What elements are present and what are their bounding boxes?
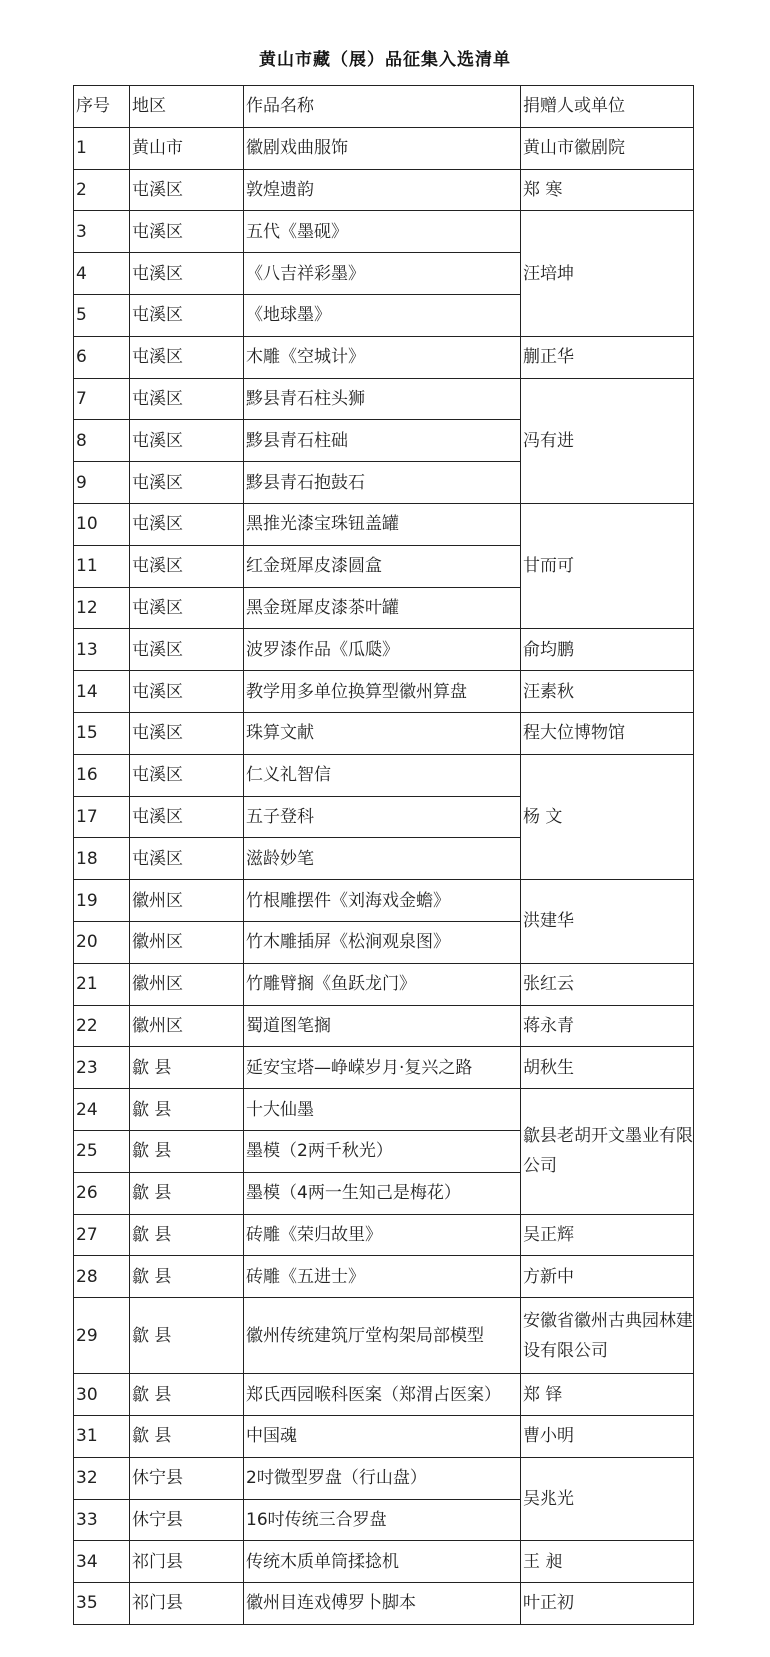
table-body — [74, 127, 694, 1624]
row-region: 屯溪区 — [130, 420, 244, 462]
row-donor: 方新中 — [521, 1256, 694, 1298]
row-region: 黄山市 — [130, 127, 244, 169]
row-donor: 蒯正华 — [521, 336, 694, 378]
row-region: 屯溪区 — [130, 378, 244, 420]
row-region: 屯溪区 — [130, 336, 244, 378]
row-number: 14 — [74, 671, 130, 713]
row-number: 29 — [74, 1298, 130, 1374]
table-row — [74, 127, 694, 169]
row-region: 屯溪区 — [130, 587, 244, 629]
row-number: 28 — [74, 1256, 130, 1298]
row-region: 屯溪区 — [130, 545, 244, 587]
table-row — [74, 503, 694, 545]
row-region: 歙 县 — [130, 1374, 244, 1416]
row-donor: 吴正辉 — [521, 1214, 694, 1256]
row-number: 4 — [74, 253, 130, 295]
row-number: 5 — [74, 294, 130, 336]
row-number: 23 — [74, 1047, 130, 1089]
row-number: 13 — [74, 629, 130, 671]
table-row — [74, 336, 694, 378]
table-row — [74, 1374, 694, 1416]
row-item-name: 砖雕《荣归故里》 — [244, 1214, 521, 1256]
row-donor: 叶正初 — [521, 1583, 694, 1625]
row-number: 2 — [74, 169, 130, 211]
row-number: 1 — [74, 127, 130, 169]
table-row — [74, 754, 694, 796]
row-region: 歙 县 — [130, 1047, 244, 1089]
row-region: 屯溪区 — [130, 838, 244, 880]
row-item-name: 墨模（4两一生知己是梅花） — [244, 1172, 521, 1214]
row-item-name: 徽州传统建筑厅堂构架局部模型 — [244, 1298, 521, 1374]
row-donor: 安徽省徽州古典园林建设有限公司 — [521, 1298, 694, 1374]
row-number: 24 — [74, 1089, 130, 1131]
row-item-name: 传统木质单筒揉捻机 — [244, 1541, 521, 1583]
row-donor: 吴兆光 — [521, 1457, 694, 1541]
row-item-name: 十大仙墨 — [244, 1089, 521, 1131]
row-number: 32 — [74, 1457, 130, 1499]
row-number: 11 — [74, 545, 130, 587]
row-item-name: 波罗漆作品《瓜瓞》 — [244, 629, 521, 671]
row-item-name: 黟县青石柱头狮 — [244, 378, 521, 420]
row-item-name: 红金斑犀皮漆圆盒 — [244, 545, 521, 587]
row-item-name: 延安宝塔—峥嵘岁月·复兴之路 — [244, 1047, 521, 1089]
row-number: 7 — [74, 378, 130, 420]
header-region: 地区 — [130, 86, 244, 128]
row-number: 17 — [74, 796, 130, 838]
row-item-name: 墨模（2两千秋光） — [244, 1130, 521, 1172]
row-region: 屯溪区 — [130, 462, 244, 504]
table-row — [74, 1214, 694, 1256]
table-header-row — [74, 86, 694, 128]
row-number: 27 — [74, 1214, 130, 1256]
row-region: 徽州区 — [130, 1005, 244, 1047]
row-item-name: 木雕《空城计》 — [244, 336, 521, 378]
row-item-name: 徽州目连戏傅罗卜脚本 — [244, 1583, 521, 1625]
row-donor: 黄山市徽剧院 — [521, 127, 694, 169]
row-item-name: 黟县青石抱鼓石 — [244, 462, 521, 504]
row-item-name: 滋龄妙笔 — [244, 838, 521, 880]
row-region: 屯溪区 — [130, 211, 244, 253]
row-item-name: 16吋传统三合罗盘 — [244, 1499, 521, 1541]
row-region: 祁门县 — [130, 1541, 244, 1583]
row-item-name: 中国魂 — [244, 1415, 521, 1457]
row-region: 屯溪区 — [130, 629, 244, 671]
table-row — [74, 1583, 694, 1625]
table-row — [74, 880, 694, 922]
row-donor: 程大位博物馆 — [521, 712, 694, 754]
table-row — [74, 1089, 694, 1131]
table-row — [74, 1298, 694, 1374]
row-number: 21 — [74, 963, 130, 1005]
row-donor: 洪建华 — [521, 880, 694, 964]
page-title: 黄山市藏（展）品征集入选清单 — [259, 50, 511, 70]
row-number: 31 — [74, 1415, 130, 1457]
row-number: 3 — [74, 211, 130, 253]
row-number: 16 — [74, 754, 130, 796]
row-region: 歙 县 — [130, 1214, 244, 1256]
row-region: 歙 县 — [130, 1130, 244, 1172]
row-number: 10 — [74, 503, 130, 545]
header-item: 作品名称 — [244, 86, 521, 128]
row-item-name: 珠算文献 — [244, 712, 521, 754]
table-row — [74, 1541, 694, 1583]
row-region: 屯溪区 — [130, 503, 244, 545]
row-region: 徽州区 — [130, 963, 244, 1005]
selection-list-table — [73, 85, 694, 1625]
table-row — [74, 1005, 694, 1047]
row-item-name: 蜀道图笔搁 — [244, 1005, 521, 1047]
row-donor: 曹小明 — [521, 1415, 694, 1457]
row-region: 屯溪区 — [130, 294, 244, 336]
row-donor: 冯有进 — [521, 378, 694, 503]
row-number: 15 — [74, 712, 130, 754]
row-item-name: 竹根雕摆件《刘海戏金蟾》 — [244, 880, 521, 922]
table-row — [74, 1415, 694, 1457]
row-item-name: 砖雕《五进士》 — [244, 1256, 521, 1298]
row-region: 屯溪区 — [130, 712, 244, 754]
row-number: 34 — [74, 1541, 130, 1583]
row-region: 休宁县 — [130, 1457, 244, 1499]
row-region: 屯溪区 — [130, 796, 244, 838]
row-region: 歙 县 — [130, 1089, 244, 1131]
row-item-name: 《八吉祥彩墨》 — [244, 253, 521, 295]
row-number: 19 — [74, 880, 130, 922]
row-donor: 杨 文 — [521, 754, 694, 879]
row-donor: 郑 铎 — [521, 1374, 694, 1416]
table-row — [74, 1457, 694, 1499]
header-no: 序号 — [74, 86, 130, 128]
row-number: 22 — [74, 1005, 130, 1047]
row-item-name: 《地球墨》 — [244, 294, 521, 336]
row-item-name: 黑推光漆宝珠钮盖罐 — [244, 503, 521, 545]
row-donor: 王 昶 — [521, 1541, 694, 1583]
row-number: 8 — [74, 420, 130, 462]
row-region: 休宁县 — [130, 1499, 244, 1541]
row-number: 18 — [74, 838, 130, 880]
row-item-name: 仁义礼智信 — [244, 754, 521, 796]
table-row — [74, 671, 694, 713]
row-donor: 俞均鹏 — [521, 629, 694, 671]
row-item-name: 2吋微型罗盘（行山盘） — [244, 1457, 521, 1499]
row-item-name: 竹木雕插屏《松涧观泉图》 — [244, 921, 521, 963]
table-row — [74, 169, 694, 211]
row-donor: 胡秋生 — [521, 1047, 694, 1089]
row-number: 25 — [74, 1130, 130, 1172]
row-donor: 甘而可 — [521, 503, 694, 628]
row-region: 屯溪区 — [130, 253, 244, 295]
row-number: 9 — [74, 462, 130, 504]
row-item-name: 五代《墨砚》 — [244, 211, 521, 253]
row-region: 徽州区 — [130, 880, 244, 922]
row-region: 歙 县 — [130, 1298, 244, 1374]
table-row — [74, 1047, 694, 1089]
row-number: 12 — [74, 587, 130, 629]
row-donor: 汪培坤 — [521, 211, 694, 336]
row-donor: 歙县老胡开文墨业有限公司 — [521, 1089, 694, 1214]
row-region: 屯溪区 — [130, 671, 244, 713]
table-row — [74, 629, 694, 671]
table-row — [74, 963, 694, 1005]
row-region: 屯溪区 — [130, 169, 244, 211]
row-number: 30 — [74, 1374, 130, 1416]
table-row — [74, 712, 694, 754]
row-region: 歙 县 — [130, 1256, 244, 1298]
row-donor: 张红云 — [521, 963, 694, 1005]
row-number: 33 — [74, 1499, 130, 1541]
row-region: 徽州区 — [130, 921, 244, 963]
row-item-name: 徽剧戏曲服饰 — [244, 127, 521, 169]
table-row — [74, 1256, 694, 1298]
row-item-name: 黟县青石柱础 — [244, 420, 521, 462]
row-region: 祁门县 — [130, 1583, 244, 1625]
row-donor: 郑 寒 — [521, 169, 694, 211]
row-number: 35 — [74, 1583, 130, 1625]
row-region: 歙 县 — [130, 1172, 244, 1214]
row-item-name: 教学用多单位换算型徽州算盘 — [244, 671, 521, 713]
row-item-name: 敦煌遗韵 — [244, 169, 521, 211]
header-donor: 捐赠人或单位 — [521, 86, 694, 128]
row-number: 26 — [74, 1172, 130, 1214]
row-item-name: 黑金斑犀皮漆茶叶罐 — [244, 587, 521, 629]
table-row — [74, 378, 694, 420]
row-item-name: 竹雕臂搁《鱼跃龙门》 — [244, 963, 521, 1005]
row-number: 20 — [74, 921, 130, 963]
table-row — [74, 211, 694, 253]
row-item-name: 郑氏西园喉科医案（郑渭占医案） — [244, 1374, 521, 1416]
row-donor: 汪素秋 — [521, 671, 694, 713]
row-region: 歙 县 — [130, 1415, 244, 1457]
row-number: 6 — [74, 336, 130, 378]
row-region: 屯溪区 — [130, 754, 244, 796]
row-donor: 蒋永青 — [521, 1005, 694, 1047]
row-item-name: 五子登科 — [244, 796, 521, 838]
